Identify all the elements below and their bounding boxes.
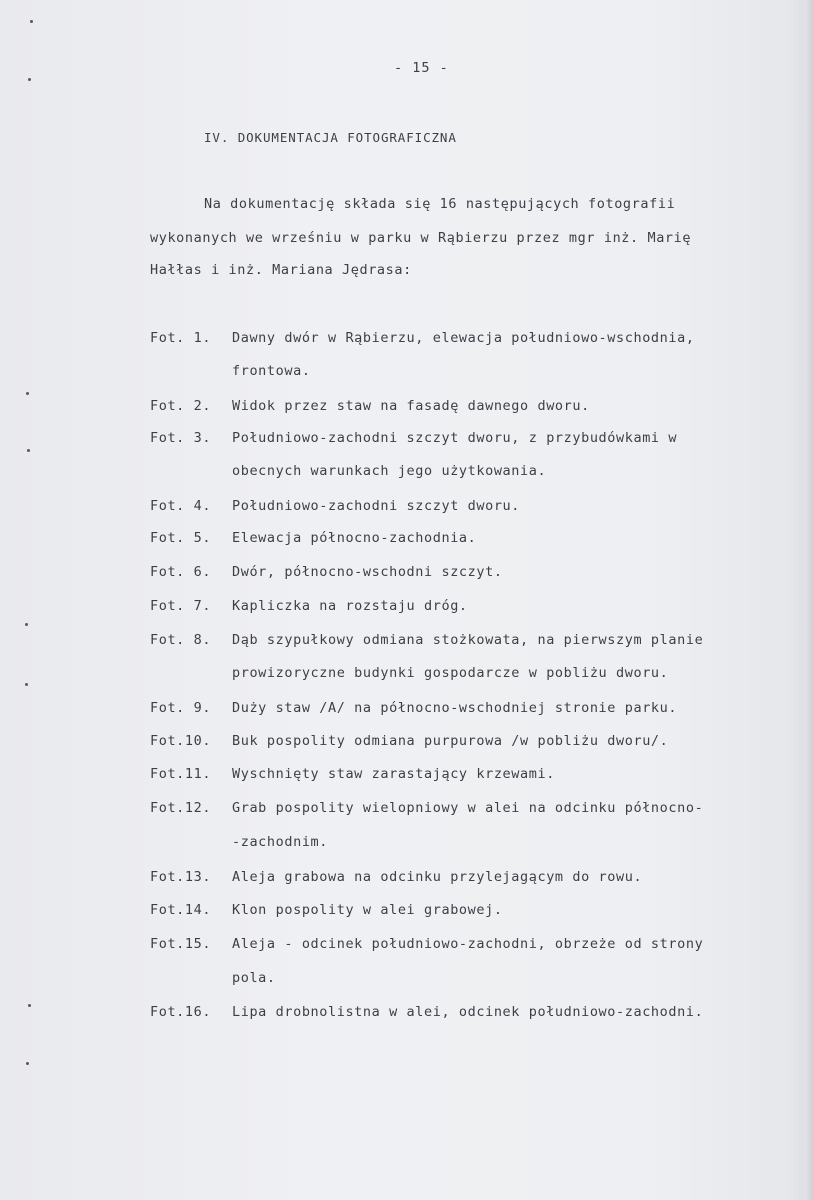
intro-line: Hałłas i inż. Mariana Jędrasa: xyxy=(150,262,412,278)
photo-description: Dąb szypułkowy odmiana stożkowata, na pierwszym planie xyxy=(232,632,704,648)
margin-speck xyxy=(28,1004,31,1007)
photo-description: Klon pospolity w alei grabowej. xyxy=(232,902,503,918)
photo-label: Fot. 5. xyxy=(150,530,212,546)
photo-description-continued: pola. xyxy=(232,970,276,986)
paper-edge-shadow xyxy=(805,0,813,1200)
photo-label: Fot. 9. xyxy=(150,700,212,716)
photo-description-continued: prowizoryczne budynki gospodarcze w pobliżu dworu. xyxy=(232,665,669,681)
photo-label: Fot. 3. xyxy=(150,430,212,446)
photo-description: Aleja grabowa na odcinku przylejagącym do rowu. xyxy=(232,869,643,885)
photo-description-continued: frontowa. xyxy=(232,363,311,379)
photo-label: Fot.11. xyxy=(150,766,212,782)
photo-label: Fot. 4. xyxy=(150,498,212,514)
photo-description: Elewacja północno-zachodnia. xyxy=(232,530,477,546)
margin-speck xyxy=(25,623,28,626)
intro-line: Na dokumentację składa się 16 następujących fotografii xyxy=(204,196,676,212)
photo-description-continued: -zachodnim. xyxy=(232,834,329,850)
photo-label: Fot. 1. xyxy=(150,330,212,346)
photo-label: Fot. 6. xyxy=(150,564,212,580)
photo-label: Fot.15. xyxy=(150,936,212,952)
photo-description: Kapliczka na rozstaju dróg. xyxy=(232,598,468,614)
photo-description: Widok przez staw na fasadę dawnego dworu. xyxy=(232,398,590,414)
photo-label: Fot. 7. xyxy=(150,598,212,614)
page-number: - 15 - xyxy=(394,60,449,76)
photo-label: Fot. 8. xyxy=(150,632,212,648)
intro-line: wykonanych we wrześniu w parku w Rąbierzu przez mgr inż. Marię xyxy=(150,230,692,246)
margin-speck xyxy=(27,449,30,452)
photo-description: Dawny dwór w Rąbierzu, elewacja południowo-wschodnia, xyxy=(232,330,695,346)
photo-description: Lipa drobnolistna w alei, odcinek południowo-zachodni. xyxy=(232,1004,704,1020)
margin-speck xyxy=(25,683,28,686)
photo-label: Fot.10. xyxy=(150,733,212,749)
margin-speck xyxy=(28,78,31,81)
section-heading: IV. DOKUMENTACJA FOTOGRAFICZNA xyxy=(204,130,457,145)
photo-description: Buk pospolity odmiana purpurowa /w pobliżu dworu/. xyxy=(232,733,669,749)
photo-description: Duży staw /A/ na północno-wschodniej stronie parku. xyxy=(232,700,678,716)
photo-label: Fot.14. xyxy=(150,902,212,918)
photo-description-continued: obecnych warunkach jego użytkowania. xyxy=(232,463,547,479)
photo-label: Fot. 2. xyxy=(150,398,212,414)
photo-label: Fot.12. xyxy=(150,800,212,816)
photo-description: Południowo-zachodni szczyt dworu. xyxy=(232,498,521,514)
margin-speck xyxy=(26,392,29,395)
margin-speck xyxy=(30,20,33,23)
photo-label: Fot.13. xyxy=(150,869,212,885)
photo-description: Południowo-zachodni szczyt dworu, z przybudówkami w xyxy=(232,430,678,446)
photo-description: Dwór, północno-wschodni szczyt. xyxy=(232,564,503,580)
margin-speck xyxy=(26,1062,29,1065)
photo-label: Fot.16. xyxy=(150,1004,212,1020)
photo-description: Wyschnięty staw zarastający krzewami. xyxy=(232,766,555,782)
photo-description: Grab pospolity wielopniowy w alei na odcinku północno- xyxy=(232,800,704,816)
photo-description: Aleja - odcinek południowo-zachodni, obrzeże od strony xyxy=(232,936,704,952)
